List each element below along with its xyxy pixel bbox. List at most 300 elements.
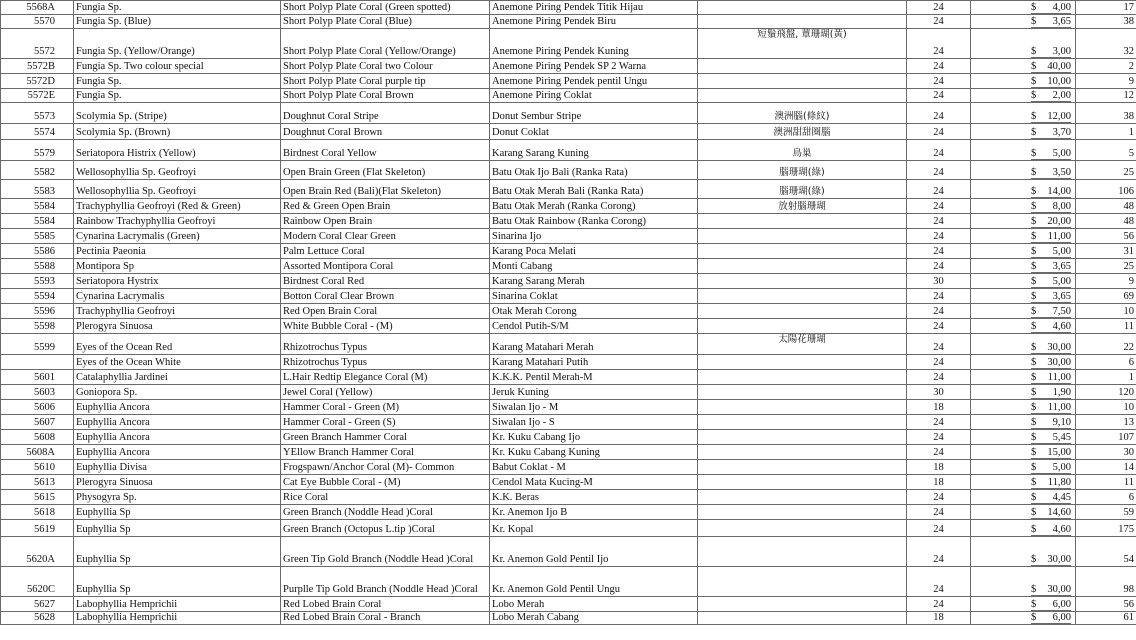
currency-symbol: $ (1031, 477, 1037, 488)
price-cell (971, 244, 1076, 259)
price-value: 15,00 (1047, 447, 1071, 458)
local-name-cell: Siwalan Ijo - M (490, 400, 698, 415)
table-row (1, 612, 1136, 625)
price-cell (971, 15, 1076, 29)
local-name-cell: Anemone Piring Pendek Titik Hijau (490, 1, 698, 15)
table-row (1, 244, 1136, 259)
latin-name-cell: Scolymia Sp. (Stripe) (74, 103, 281, 124)
box-qty-cell: 24 (907, 29, 971, 59)
currency-symbol: $ (1031, 111, 1037, 122)
price-value: 14,00 (1047, 186, 1071, 197)
currency-symbol: $ (1031, 167, 1037, 178)
local-name-cell: Monti Cabang (490, 259, 698, 274)
code-cell (1, 355, 74, 370)
price-cell (971, 490, 1076, 505)
price-cell (971, 445, 1076, 460)
price-value: 4,60 (1052, 524, 1071, 535)
english-name-cell: Doughnut Coral Stripe (281, 103, 490, 124)
local-name-cell: Siwalan Ijo - S (490, 415, 698, 430)
price-cell (971, 140, 1076, 161)
table-row (1, 490, 1136, 505)
currency-symbol: $ (1031, 76, 1037, 87)
local-name-cell: Kr. Kuku Cabang Ijo (490, 430, 698, 445)
currency-symbol: $ (1031, 447, 1037, 458)
local-name-cell: Cendol Putih-S/M (490, 319, 698, 334)
code-cell: 5585 (1, 229, 74, 244)
local-name-cell: Batu Otak Merah Bali (Ranka Rata) (490, 180, 698, 199)
local-name-cell: Karang Matahari Merah (490, 334, 698, 355)
english-name-cell: Open Brain Green (Flat Skeleton) (281, 161, 490, 180)
currency-symbol: $ (1031, 524, 1037, 535)
price-cell (971, 400, 1076, 415)
code-cell: 5594 (1, 289, 74, 304)
stock-cell: 5 (1076, 140, 1136, 161)
local-name-cell: Donut Sembur Stripe (490, 103, 698, 124)
local-name-cell: Anemone Piring Coklat (490, 89, 698, 103)
local-name-cell: Anemone Piring Pendek SP 2 Warna (490, 59, 698, 74)
box-qty-cell: 18 (907, 475, 971, 490)
chinese-name-cell: 腦珊瑚(綠) (698, 180, 907, 199)
table-row (1, 475, 1136, 490)
stock-cell: 11 (1076, 319, 1136, 334)
local-name-cell: Anemone Piring Pendek pentil Ungu (490, 74, 698, 89)
price-cell (971, 319, 1076, 334)
local-name-cell: Anemone Piring Pendek Biru (490, 15, 698, 29)
currency-symbol: $ (1031, 321, 1037, 332)
english-name-cell: Green Branch (Octopus L.tip )Coral (281, 520, 490, 537)
stock-cell: 56 (1076, 229, 1136, 244)
stock-cell: 30 (1076, 445, 1136, 460)
price-value: 5,00 (1052, 148, 1071, 159)
code-cell: 5620A (1, 537, 74, 567)
local-name-cell: Kr. Anemon Ijo B (490, 505, 698, 520)
stock-cell: 10 (1076, 400, 1136, 415)
currency-symbol: $ (1031, 16, 1037, 27)
price-value: 30,00 (1047, 342, 1071, 353)
chinese-name-cell (698, 505, 907, 520)
chinese-name-cell: 澳洲腦(條紋) (698, 103, 907, 124)
currency-symbol: $ (1031, 372, 1037, 383)
english-name-cell: Modern Coral Clear Green (281, 229, 490, 244)
currency-symbol: $ (1031, 216, 1037, 227)
english-name-cell: Red Open Brain Coral (281, 304, 490, 319)
english-name-cell: L.Hair Redtip Elegance Coral (M) (281, 370, 490, 385)
english-name-cell: Green Branch Hammer Coral (281, 430, 490, 445)
chinese-name-cell (698, 567, 907, 597)
table-row (1, 124, 1136, 140)
english-name-cell: Frogspawn/Anchor Coral (M)- Common (281, 460, 490, 475)
currency-symbol: $ (1031, 599, 1037, 610)
stock-cell: 11 (1076, 475, 1136, 490)
price-value: 6,00 (1052, 599, 1071, 610)
chinese-name-cell (698, 520, 907, 537)
latin-name-cell: Euphyllia Ancora (74, 415, 281, 430)
table-row (1, 29, 1136, 59)
currency-symbol: $ (1031, 186, 1037, 197)
stock-cell: 2 (1076, 59, 1136, 74)
box-qty-cell: 24 (907, 59, 971, 74)
chinese-name-cell: 鳥巢 (698, 140, 907, 161)
table-row (1, 355, 1136, 370)
chinese-name-cell (698, 490, 907, 505)
latin-name-cell: Wellosophyllia Sp. Geofroyi (74, 180, 281, 199)
local-name-cell: Kr. Anemon Gold Pentil Ijo (490, 537, 698, 567)
code-cell: 5615 (1, 490, 74, 505)
latin-name-cell: Plerogyra Sinuosa (74, 319, 281, 334)
currency-symbol: $ (1031, 46, 1037, 57)
box-qty-cell: 24 (907, 74, 971, 89)
box-qty-cell: 18 (907, 400, 971, 415)
latin-name-cell: Wellosophyllia Sp. Geofroyi (74, 161, 281, 180)
box-qty-cell: 24 (907, 103, 971, 124)
english-name-cell: Rainbow Open Brain (281, 214, 490, 229)
stock-cell: 1 (1076, 124, 1136, 140)
price-cell (971, 1, 1076, 15)
box-qty-cell: 24 (907, 140, 971, 161)
stock-cell: 22 (1076, 334, 1136, 355)
latin-name-cell: Cynarina Lacrymalis (74, 289, 281, 304)
stock-cell: 98 (1076, 567, 1136, 597)
local-name-cell: Kr. Kopal (490, 520, 698, 537)
english-name-cell: Green Tip Gold Branch (Noddle Head )Coral (281, 537, 490, 567)
box-qty-cell: 24 (907, 355, 971, 370)
chinese-name-cell (698, 259, 907, 274)
price-cell (971, 460, 1076, 475)
latin-name-cell: Plerogyra Sinuosa (74, 475, 281, 490)
price-value: 5,00 (1052, 276, 1071, 287)
chinese-name-cell (698, 612, 907, 625)
chinese-name-cell (698, 415, 907, 430)
chinese-name-cell (698, 597, 907, 612)
code-cell: 5603 (1, 385, 74, 400)
box-qty-cell: 24 (907, 214, 971, 229)
stock-cell: 14 (1076, 460, 1136, 475)
latin-name-cell: Rainbow Trachyphyllia Geofroyi (74, 214, 281, 229)
local-name-cell: Donut Coklat (490, 124, 698, 140)
table-row (1, 199, 1136, 214)
code-cell: 5574 (1, 124, 74, 140)
chinese-name-cell (698, 15, 907, 29)
latin-name-cell: Seriatopora Hystrix (74, 274, 281, 289)
price-cell (971, 199, 1076, 214)
code-cell: 5584 (1, 214, 74, 229)
stock-cell: 107 (1076, 430, 1136, 445)
latin-name-cell: Euphyllia Sp (74, 505, 281, 520)
price-cell (971, 59, 1076, 74)
price-value: 5,45 (1052, 432, 1071, 443)
price-cell (971, 180, 1076, 199)
english-name-cell: Rhizotrochus Typus (281, 334, 490, 355)
table-row (1, 103, 1136, 124)
latin-name-cell: Pectinia Paeonia (74, 244, 281, 259)
box-qty-cell: 24 (907, 161, 971, 180)
code-cell: 5572D (1, 74, 74, 89)
latin-name-cell: Eyes of the Ocean White (74, 355, 281, 370)
table-row (1, 537, 1136, 567)
code-cell: 5608A (1, 445, 74, 460)
stock-cell: 9 (1076, 74, 1136, 89)
price-value: 2,00 (1052, 90, 1071, 101)
currency-symbol: $ (1031, 2, 1037, 13)
table-row (1, 214, 1136, 229)
chinese-name-cell (698, 385, 907, 400)
stock-cell: 56 (1076, 597, 1136, 612)
currency-symbol: $ (1031, 291, 1037, 302)
code-cell: 5627 (1, 597, 74, 612)
price-value: 30,00 (1047, 554, 1071, 565)
price-cell (971, 597, 1076, 612)
table-row (1, 370, 1136, 385)
chinese-name-cell (698, 59, 907, 74)
latin-name-cell: Fungia Sp. (74, 89, 281, 103)
box-qty-cell: 24 (907, 1, 971, 15)
price-value: 5,00 (1052, 246, 1071, 257)
english-name-cell: Palm Lettuce Coral (281, 244, 490, 259)
box-qty-cell: 24 (907, 180, 971, 199)
latin-name-cell: Fungia Sp. Two colour special (74, 59, 281, 74)
stock-cell: 13 (1076, 415, 1136, 430)
currency-symbol: $ (1031, 432, 1037, 443)
price-cell (971, 259, 1076, 274)
latin-name-cell: Euphyllia Divisa (74, 460, 281, 475)
english-name-cell: Purplle Tip Gold Branch (Noddle Head )Coral (281, 567, 490, 597)
box-qty-cell: 24 (907, 89, 971, 103)
code-cell: 5620C (1, 567, 74, 597)
box-qty-cell: 24 (907, 597, 971, 612)
table-row (1, 180, 1136, 199)
code-cell: 5619 (1, 520, 74, 537)
price-cell (971, 334, 1076, 355)
english-name-cell: Cat Eye Bubble Coral - (M) (281, 475, 490, 490)
currency-symbol: $ (1031, 387, 1037, 398)
currency-symbol: $ (1031, 231, 1037, 242)
latin-name-cell: Fungia Sp. (74, 74, 281, 89)
english-name-cell: Short Polyp Plate Coral (Blue) (281, 15, 490, 29)
box-qty-cell: 24 (907, 567, 971, 597)
box-qty-cell: 24 (907, 244, 971, 259)
currency-symbol: $ (1031, 61, 1037, 72)
stock-cell: 1 (1076, 370, 1136, 385)
code-cell: 5618 (1, 505, 74, 520)
chinese-name-cell (698, 355, 907, 370)
local-name-cell: K.K.K. Pentil Merah-M (490, 370, 698, 385)
chinese-name-cell (698, 89, 907, 103)
chinese-name-cell: 澳洲甜甜圈腦 (698, 124, 907, 140)
code-cell: 5570 (1, 15, 74, 29)
price-value: 11,00 (1047, 372, 1071, 383)
price-value: 4,00 (1052, 2, 1071, 13)
stock-cell: 120 (1076, 385, 1136, 400)
code-cell: 5608 (1, 430, 74, 445)
currency-symbol: $ (1031, 492, 1037, 503)
currency-symbol: $ (1031, 127, 1037, 138)
price-cell (971, 567, 1076, 597)
code-cell: 5601 (1, 370, 74, 385)
table-row (1, 15, 1136, 29)
chinese-name-cell (698, 274, 907, 289)
chinese-name-cell (698, 475, 907, 490)
stock-cell: 59 (1076, 505, 1136, 520)
local-name-cell: Batu Otak Rainbow (Ranka Corong) (490, 214, 698, 229)
price-cell (971, 430, 1076, 445)
latin-name-cell: Fungia Sp. (74, 1, 281, 15)
local-name-cell: Cendol Mata Kucing-M (490, 475, 698, 490)
latin-name-cell: Cynarina Lacrymalis (Green) (74, 229, 281, 244)
price-value: 3,00 (1052, 46, 1071, 57)
stock-cell: 12 (1076, 89, 1136, 103)
local-name-cell: Kr. Anemon Gold Pentil Ungu (490, 567, 698, 597)
chinese-name-cell: 腦珊瑚(綠) (698, 161, 907, 180)
table-row (1, 161, 1136, 180)
price-cell (971, 214, 1076, 229)
box-qty-cell: 24 (907, 445, 971, 460)
english-name-cell: Doughnut Coral Brown (281, 124, 490, 140)
english-name-cell: Open Brain Red (Bali)(Flat Skeleton) (281, 180, 490, 199)
currency-symbol: $ (1031, 246, 1037, 257)
english-name-cell: YEllow Branch Hammer Coral (281, 445, 490, 460)
stock-cell: 175 (1076, 520, 1136, 537)
english-name-cell: Short Polyp Plate Coral two Colour (281, 59, 490, 74)
stock-cell: 38 (1076, 103, 1136, 124)
price-value: 6,00 (1052, 612, 1071, 623)
code-cell: 5607 (1, 415, 74, 430)
stock-cell: 25 (1076, 259, 1136, 274)
chinese-name-cell (698, 229, 907, 244)
price-value: 4,60 (1052, 321, 1071, 332)
price-value: 11,00 (1047, 402, 1071, 413)
table-row (1, 505, 1136, 520)
code-cell: 5593 (1, 274, 74, 289)
code-cell: 5588 (1, 259, 74, 274)
english-name-cell: Red Lobed Brain Coral - Branch (281, 612, 490, 625)
local-name-cell: Sinarina Ijo (490, 229, 698, 244)
english-name-cell: Birdnest Coral Yellow (281, 140, 490, 161)
latin-name-cell: Trachyphyllia Geofroyi (Red & Green) (74, 199, 281, 214)
code-cell: 5572B (1, 59, 74, 74)
currency-symbol: $ (1031, 554, 1037, 565)
price-value: 3,65 (1052, 16, 1071, 27)
chinese-name-cell: 短鬚飛盤, 蕈珊瑚(黃) (698, 29, 907, 59)
currency-symbol: $ (1031, 584, 1037, 595)
stock-cell: 10 (1076, 304, 1136, 319)
price-cell (971, 537, 1076, 567)
price-value: 1,90 (1052, 387, 1071, 398)
price-cell (971, 370, 1076, 385)
english-name-cell: Red Lobed Brain Coral (281, 597, 490, 612)
price-cell (971, 289, 1076, 304)
stock-cell: 6 (1076, 355, 1136, 370)
currency-symbol: $ (1031, 417, 1037, 428)
code-cell: 5606 (1, 400, 74, 415)
price-value: 8,00 (1052, 201, 1071, 212)
latin-name-cell: Fungia Sp. (Yellow/Orange) (74, 29, 281, 59)
stock-cell: 106 (1076, 180, 1136, 199)
stock-cell: 32 (1076, 29, 1136, 59)
local-name-cell: K.K. Beras (490, 490, 698, 505)
latin-name-cell: Goniopora Sp. (74, 385, 281, 400)
currency-symbol: $ (1031, 402, 1037, 413)
box-qty-cell: 24 (907, 124, 971, 140)
box-qty-cell: 24 (907, 259, 971, 274)
code-cell: 5610 (1, 460, 74, 475)
box-qty-cell: 24 (907, 334, 971, 355)
currency-symbol: $ (1031, 261, 1037, 272)
stock-cell: 54 (1076, 537, 1136, 567)
table-row (1, 520, 1136, 537)
price-value: 4,45 (1052, 492, 1071, 503)
local-name-cell: Batu Otak Merah (Ranka Corong) (490, 199, 698, 214)
table-row (1, 385, 1136, 400)
local-name-cell: Karang Sarang Merah (490, 274, 698, 289)
english-name-cell: Short Polyp Plate Coral (Yellow/Orange) (281, 29, 490, 59)
price-cell (971, 124, 1076, 140)
price-value: 30,00 (1047, 357, 1071, 368)
latin-name-cell: Labophyllia Hemprichii (74, 597, 281, 612)
latin-name-cell: Euphyllia Sp (74, 520, 281, 537)
price-cell (971, 355, 1076, 370)
price-value: 11,80 (1047, 477, 1071, 488)
stock-cell: 25 (1076, 161, 1136, 180)
english-name-cell: Short Polyp Plate Coral (Green spotted) (281, 1, 490, 15)
english-name-cell: Hammer Coral - Green (M) (281, 400, 490, 415)
code-cell: 5582 (1, 161, 74, 180)
english-name-cell: Red & Green Open Brain (281, 199, 490, 214)
latin-name-cell: Labophyllia Hemprichii (74, 612, 281, 625)
box-qty-cell: 24 (907, 229, 971, 244)
price-cell (971, 505, 1076, 520)
english-name-cell: Hammer Coral - Green (S) (281, 415, 490, 430)
box-qty-cell: 24 (907, 490, 971, 505)
price-cell (971, 161, 1076, 180)
price-cell (971, 29, 1076, 59)
price-value: 20,00 (1047, 216, 1071, 227)
box-qty-cell: 30 (907, 385, 971, 400)
latin-name-cell: Euphyllia Ancora (74, 430, 281, 445)
box-qty-cell: 24 (907, 319, 971, 334)
box-qty-cell: 24 (907, 370, 971, 385)
local-name-cell: Sinarina Coklat (490, 289, 698, 304)
latin-name-cell: Euphyllia Sp (74, 537, 281, 567)
code-cell: 5596 (1, 304, 74, 319)
stock-cell: 48 (1076, 214, 1136, 229)
latin-name-cell: Physogyra Sp. (74, 490, 281, 505)
stock-cell: 38 (1076, 15, 1136, 29)
currency-symbol: $ (1031, 507, 1037, 518)
chinese-name-cell: 太陽花珊瑚 (698, 334, 907, 355)
english-name-cell: Rice Coral (281, 490, 490, 505)
price-cell (971, 385, 1076, 400)
table-row (1, 89, 1136, 103)
local-name-cell: Karang Sarang Kuning (490, 140, 698, 161)
price-cell (971, 89, 1076, 103)
code-cell: 5572E (1, 89, 74, 103)
chinese-name-cell (698, 74, 907, 89)
currency-symbol: $ (1031, 612, 1037, 623)
local-name-cell: Babut Coklat - M (490, 460, 698, 475)
latin-name-cell: Fungia Sp. (Blue) (74, 15, 281, 29)
chinese-name-cell (698, 537, 907, 567)
code-cell: 5598 (1, 319, 74, 334)
box-qty-cell: 24 (907, 430, 971, 445)
currency-symbol: $ (1031, 462, 1037, 473)
chinese-name-cell (698, 214, 907, 229)
english-name-cell: Rhizotrochus Typus (281, 355, 490, 370)
latin-name-cell: Euphyllia Ancora (74, 400, 281, 415)
price-cell (971, 274, 1076, 289)
box-qty-cell: 24 (907, 520, 971, 537)
latin-name-cell: Eyes of the Ocean Red (74, 334, 281, 355)
local-name-cell: Batu Otak Ijo Bali (Ranka Rata) (490, 161, 698, 180)
